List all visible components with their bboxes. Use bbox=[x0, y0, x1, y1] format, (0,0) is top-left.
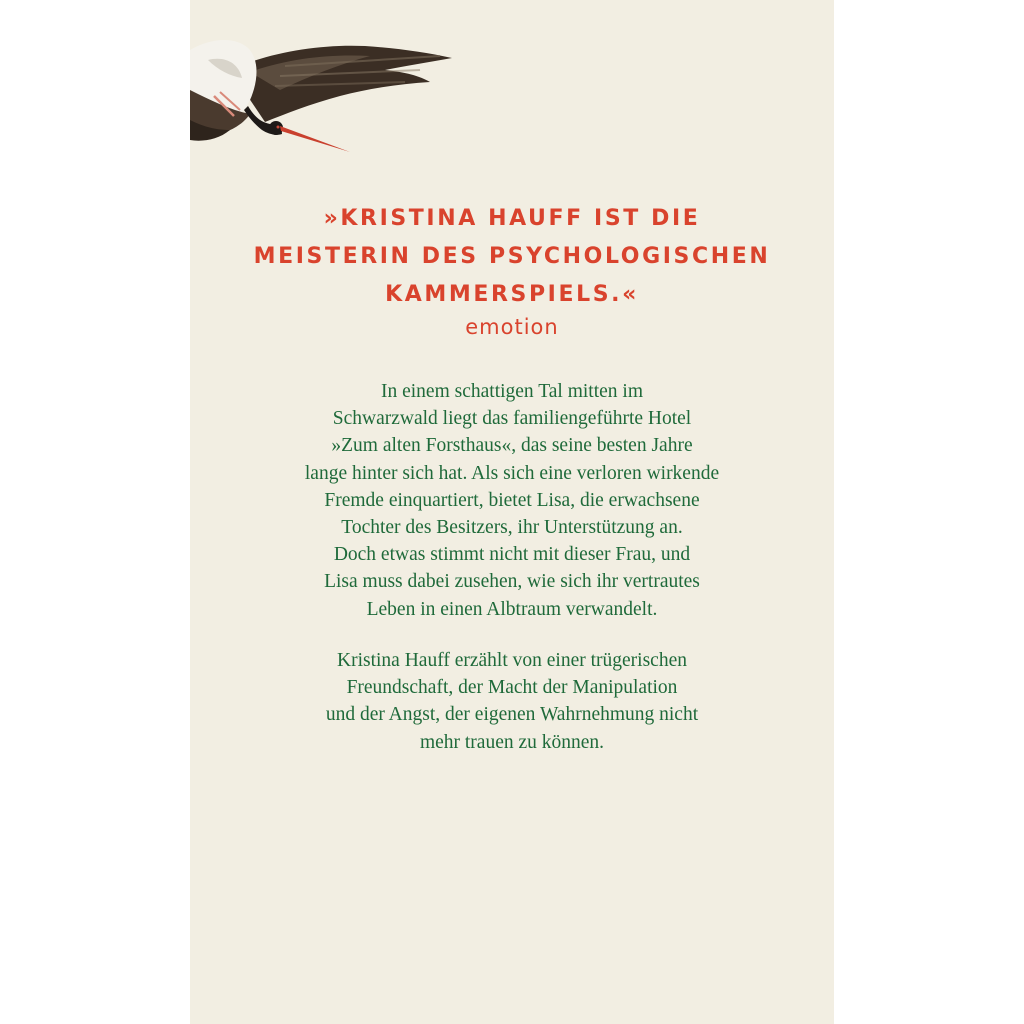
quote-line: »KRISTINA HAUFF IST DIE bbox=[323, 206, 701, 231]
blurb-line: mehr trauen zu können. bbox=[419, 731, 605, 753]
blurb-line: Lisa muss dabei zusehen, wie sich ihr vertrautes bbox=[324, 571, 700, 593]
quote-source: emotion bbox=[465, 315, 559, 339]
blurb-line: Kristina Hauff erzählt von einer trügerischen bbox=[337, 650, 687, 671]
book-back-cover bbox=[190, 0, 834, 1024]
blurb-line: und der Angst, der eigenen Wahrnehmung nicht bbox=[325, 704, 699, 726]
blurb-line: lange hinter sich hat. Als sich eine verloren wirkende bbox=[304, 462, 720, 484]
blurb-line: Fremde einquartiert, bietet Lisa, die erwachsene bbox=[324, 489, 700, 511]
quote-line: MEISTERIN DES PSYCHOLOGISCHEN bbox=[253, 244, 771, 269]
blurb-line: Freundschaft, der Macht der Manipulation bbox=[346, 677, 678, 699]
blurb-paragraph-2 bbox=[190, 647, 834, 756]
blurb-line: In einem schattigen Tal mitten im bbox=[380, 381, 643, 402]
stork-illustration bbox=[190, 30, 460, 160]
blurb-line: Tochter des Besitzers, ihr Unterstützung an. bbox=[341, 517, 683, 539]
review-quote bbox=[190, 200, 834, 314]
quote-line: KAMMERSPIELS.« bbox=[385, 282, 639, 307]
blurb-line: Leben in einen Albtraum verwandelt. bbox=[366, 598, 658, 620]
blurb-line: »Zum alten Forsthaus«, das seine besten Jahre bbox=[331, 435, 693, 457]
blurb-paragraph-1 bbox=[190, 378, 834, 623]
blurb-line: Schwarzwald liegt das familiengeführte Hotel bbox=[332, 408, 692, 430]
blurb-line: Doch etwas stimmt nicht mit dieser Frau, und bbox=[333, 544, 691, 566]
